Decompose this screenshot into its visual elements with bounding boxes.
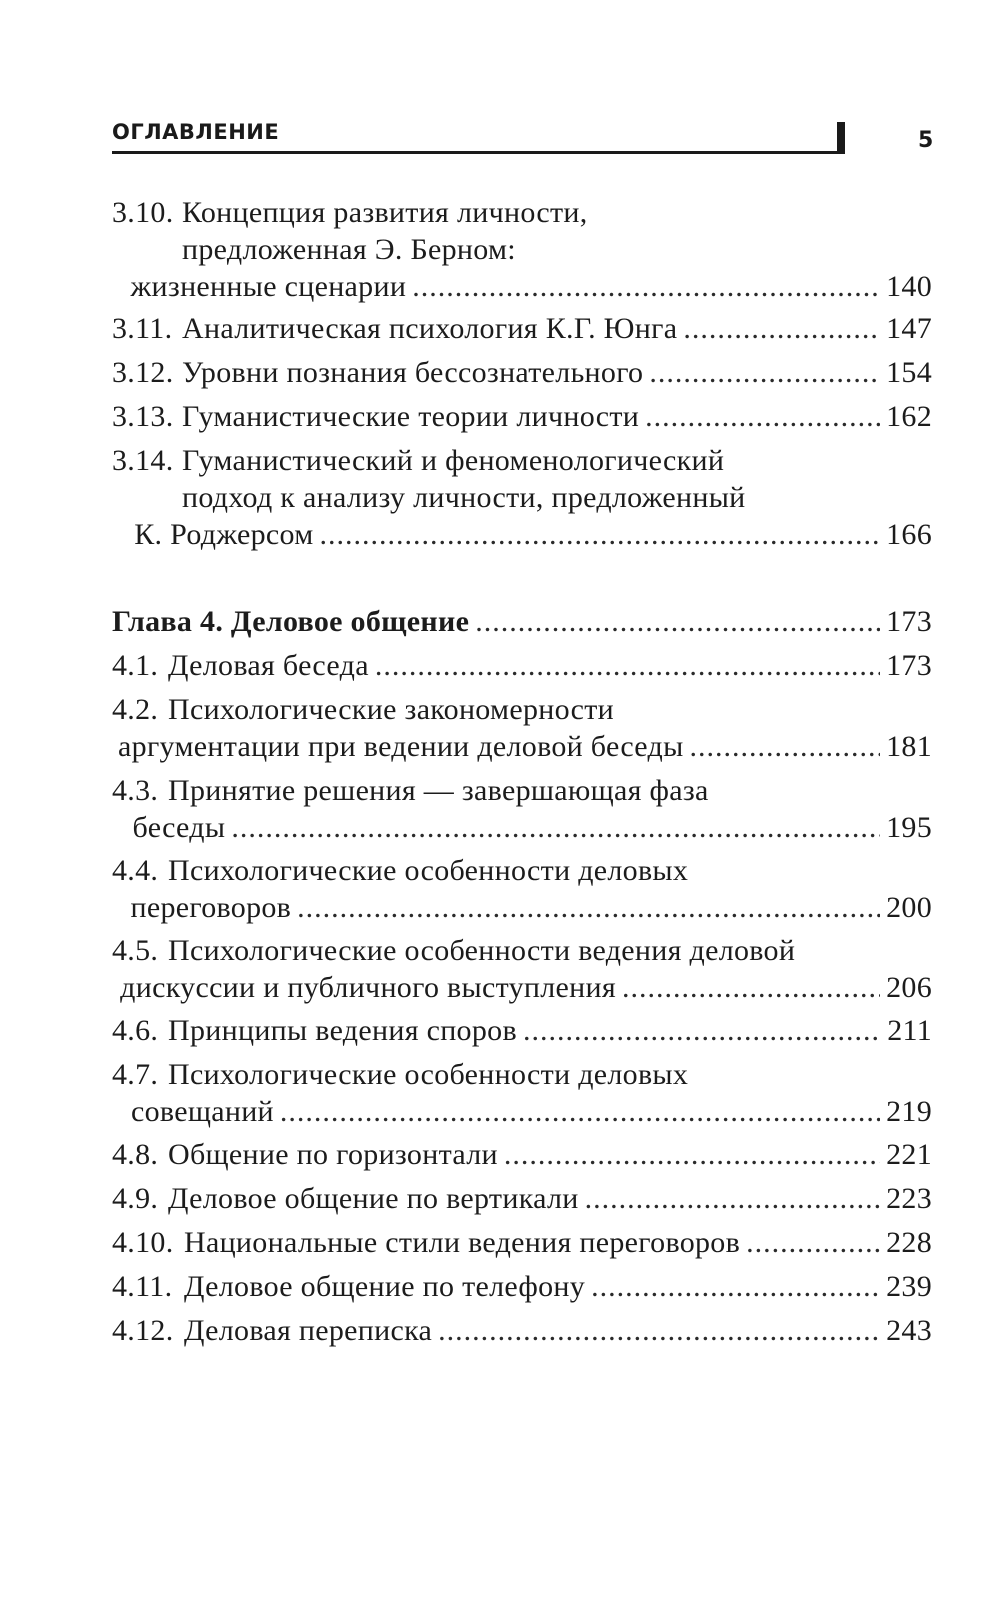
toc-entry-number: 3.12.: [112, 356, 174, 389]
toc-entry-line: [112, 1136, 932, 1173]
toc-entry-title: переговоров: [130, 891, 292, 924]
toc-entry: [112, 442, 932, 553]
toc-entry-title: подход к анализу личности, предложенный: [182, 481, 746, 514]
toc-entry-title: совещаний: [131, 1095, 274, 1128]
toc-entry-number: 4.5.: [112, 934, 159, 967]
toc-entry-line: [112, 852, 932, 889]
toc-page-number: 206: [886, 971, 932, 1004]
dot-leader: [523, 1012, 881, 1049]
toc-entry-number: 4.10.: [112, 1226, 174, 1259]
toc-entry-title: Психологические особенности деловых: [168, 854, 689, 887]
toc-entry-line: [112, 1224, 932, 1261]
toc-entry-line: [112, 310, 932, 347]
dot-leader: [690, 728, 881, 765]
toc-entry-number: 4.6.: [112, 1014, 159, 1047]
toc-entry-line: [112, 1180, 932, 1217]
toc-entry: [112, 310, 932, 347]
toc-entry-number: 3.10.: [112, 196, 174, 229]
toc-entry-title: аргументации при ведении деловой беседы: [118, 730, 684, 763]
toc-entry-line: [112, 772, 932, 809]
toc-entry: [112, 852, 932, 926]
toc-entry-line: [112, 1012, 932, 1049]
toc-entry: [112, 1012, 932, 1049]
toc-entry-title: Национальные стили ведения переговоров: [184, 1226, 741, 1259]
toc-entry: [112, 932, 932, 1006]
toc-entry-title: жизненные сценарии: [130, 270, 407, 303]
toc-entry-line: [112, 516, 932, 553]
toc-entry: [112, 691, 932, 765]
toc-entry-line: [112, 647, 932, 684]
toc-entry: [112, 398, 932, 435]
toc-entry: [112, 647, 932, 684]
toc-entry-line: [112, 1093, 932, 1130]
header-rule: [112, 151, 837, 154]
toc-entry-number: 4.2.: [112, 693, 159, 726]
toc-entry-number: 3.11.: [112, 312, 173, 345]
toc-chapter-heading: [112, 603, 932, 640]
page-number: 5: [918, 128, 934, 153]
toc-entry-number: 4.8.: [112, 1138, 159, 1171]
toc-entry-title: Общение по горизонтали: [168, 1138, 498, 1171]
toc-entry-title: Уровни познания бессознательного: [182, 356, 644, 389]
toc-page-number: 162: [886, 400, 932, 433]
toc-entry-line: [112, 691, 932, 728]
toc-entry-number: 3.14.: [112, 444, 174, 477]
dot-leader: [622, 969, 880, 1006]
toc-entry: [112, 1312, 932, 1349]
toc-page-number: 239: [886, 1270, 932, 1303]
dot-leader: [320, 516, 881, 553]
toc-page-number: 140: [886, 270, 932, 303]
toc-entry-line: [112, 398, 932, 435]
toc-entry-line: [112, 268, 932, 305]
dot-leader: [585, 1180, 880, 1217]
toc-entry-line: [112, 194, 932, 231]
dot-leader: [297, 889, 880, 926]
toc-entry-line: [112, 354, 932, 391]
toc-entry-title: К. Роджерсом: [134, 518, 314, 551]
toc-page-number: 228: [886, 1226, 932, 1259]
toc-entry-line: [112, 932, 932, 969]
dot-leader: [504, 1136, 880, 1173]
dot-leader: [475, 603, 880, 640]
toc-entry: [112, 354, 932, 391]
dot-leader: [375, 647, 880, 684]
dot-leader: [746, 1224, 880, 1261]
toc-entry-title: Гуманистический и феноменологический: [182, 444, 725, 477]
toc-entry: [112, 194, 932, 305]
toc-page-number: 221: [886, 1138, 932, 1171]
toc-entry-line: [112, 231, 932, 268]
toc-entry-title: Принятие решения — завершающая фаза: [168, 774, 709, 807]
toc-page-number: 200: [886, 891, 932, 924]
toc-page-number: 243: [886, 1314, 932, 1347]
toc-entry-title: Гуманистические теории личности: [182, 400, 640, 433]
toc-page-number: 173: [886, 605, 932, 638]
toc-entry: [112, 1056, 932, 1130]
toc-entry-title: дискуссии и публичного выступления: [120, 971, 616, 1004]
toc-entry-title: Деловое общение по вертикали: [168, 1182, 579, 1215]
toc-page-number: 154: [886, 356, 932, 389]
toc-page-number: 147: [886, 312, 932, 345]
toc-entry: [112, 1180, 932, 1217]
toc-page-number: 173: [886, 649, 932, 682]
toc-entry-number: 4.3.: [112, 774, 159, 807]
toc-page-number: 195: [886, 811, 932, 844]
toc-entry-line: [112, 969, 932, 1006]
toc-entry-title: Глава 4. Деловое общение: [112, 605, 470, 638]
toc-entry-number: 4.1.: [112, 649, 159, 682]
toc-entry-line: [112, 442, 932, 479]
dot-leader: [438, 1312, 880, 1349]
toc-entry: [112, 1136, 932, 1173]
toc-entry-number: 4.12.: [112, 1314, 174, 1347]
toc-page-number: 166: [886, 518, 932, 551]
toc-entry-line: [112, 479, 932, 516]
toc-entry-line: [112, 889, 932, 926]
toc-page-number: 211: [887, 1014, 932, 1047]
header-marker: [837, 122, 845, 154]
dot-leader: [280, 1093, 880, 1130]
toc-entry-title: Концепция развития личности,: [182, 196, 588, 229]
toc-entry-line: [112, 1056, 932, 1093]
toc-entry-line: [112, 809, 932, 846]
toc-page-number: 223: [886, 1182, 932, 1215]
toc-entry: [112, 772, 932, 846]
toc-entry-number: 4.9.: [112, 1182, 159, 1215]
dot-leader: [683, 310, 880, 347]
running-title: ОГЛАВЛЕНИЕ: [112, 120, 280, 144]
toc-entry-line: [112, 603, 932, 640]
toc-entry: [112, 1268, 932, 1305]
toc-entry-title: Деловая переписка: [184, 1314, 433, 1347]
toc-entry-title: Психологические особенности ведения деловой: [168, 934, 796, 967]
toc-entry-number: 4.11.: [112, 1270, 173, 1303]
toc-entry-number: 4.4.: [112, 854, 159, 887]
dot-leader: [591, 1268, 880, 1305]
toc-entry-title: Психологические закономерности: [168, 693, 615, 726]
toc-entry-line: [112, 1312, 932, 1349]
dot-leader: [412, 268, 880, 305]
toc-entry-title: Принципы ведения споров: [168, 1014, 517, 1047]
toc-entry: [112, 1224, 932, 1261]
toc-page-number: 181: [886, 730, 932, 763]
toc-entry-title: Деловое общение по телефону: [184, 1270, 586, 1303]
toc-entry-title: предложенная Э. Берном:: [182, 233, 516, 266]
toc-entry-number: 3.13.: [112, 400, 174, 433]
toc-entry-title: Деловая беседа: [168, 649, 369, 682]
dot-leader: [231, 809, 880, 846]
toc-entry-number: 4.7.: [112, 1058, 159, 1091]
toc-entry-title: Психологические особенности деловых: [168, 1058, 689, 1091]
dot-leader: [645, 398, 880, 435]
toc-entry-line: [112, 1268, 932, 1305]
dot-leader: [649, 354, 880, 391]
toc-entry-title: беседы: [132, 811, 226, 844]
toc-entry-title: Аналитическая психология К.Г. Юнга: [182, 312, 678, 345]
toc-page-number: 219: [886, 1095, 932, 1128]
toc-entry-line: [112, 728, 932, 765]
